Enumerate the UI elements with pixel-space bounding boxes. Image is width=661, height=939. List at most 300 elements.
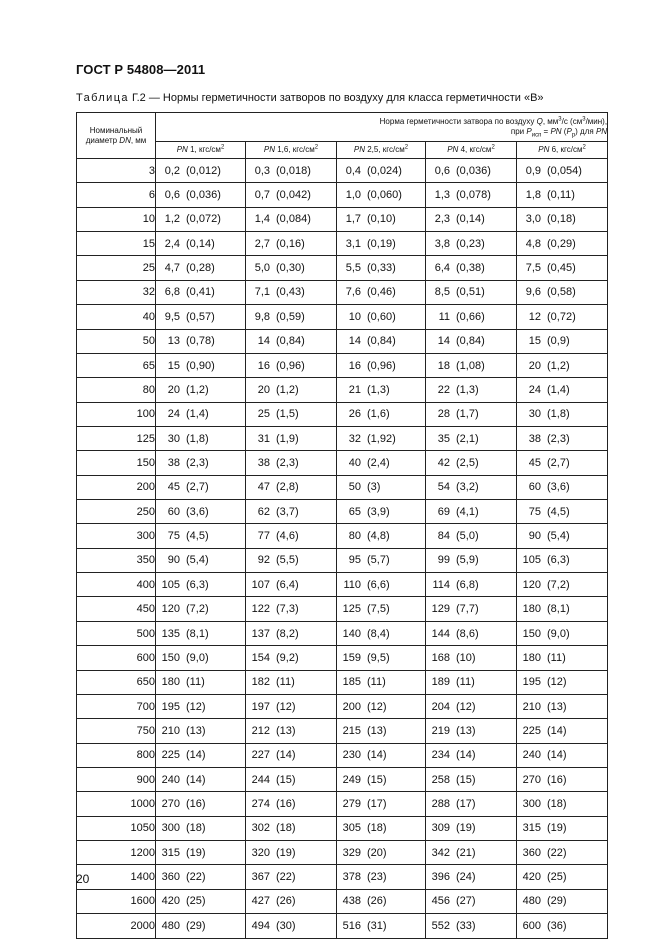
leakage-norm-cell [426, 329, 517, 353]
norm-value-cm3min: (0,036) [456, 164, 491, 177]
norm-value-mm3s: 360 [161, 871, 180, 884]
norm-value-mm3s: 38 [257, 456, 270, 469]
nominal-diameter-cell: 700 [77, 694, 156, 718]
norm-value-mm3s: 1,0 [345, 189, 361, 202]
norm-value-cm3min: (13) [367, 724, 387, 737]
norm-value-mm3s: 180 [522, 603, 541, 616]
norm-value-mm3s: 120 [161, 603, 180, 616]
norm-value-cm3min: (4,8) [367, 530, 390, 543]
norm-value-cm3min: (3,2) [456, 481, 479, 494]
table-row [77, 232, 608, 256]
norm-value-mm3s: 50 [348, 481, 361, 494]
leakage-norm-cell [246, 183, 337, 207]
table-row [77, 548, 608, 572]
table-row [77, 573, 608, 597]
norm-value-cm3min: (15) [367, 773, 387, 786]
leakage-norm-cell [246, 597, 337, 621]
nominal-diameter-cell: 100 [77, 402, 156, 426]
norm-value-mm3s: 212 [251, 724, 270, 737]
leakage-norm-cell [246, 719, 337, 743]
norm-value-cm3min: (16) [276, 798, 296, 811]
leakage-norm-cell [337, 548, 426, 572]
leakage-norm-cell [426, 597, 517, 621]
norm-value-mm3s: 80 [348, 530, 361, 543]
nominal-diameter-cell: 800 [77, 743, 156, 767]
norm-value-mm3s: 105 [522, 554, 541, 567]
norm-value-mm3s: 9,5 [164, 310, 180, 323]
norm-value-cm3min: (20) [367, 846, 387, 859]
norm-value-mm3s: 24 [167, 408, 180, 421]
norm-value-cm3min: (0,14) [186, 237, 215, 250]
norm-value-mm3s: 114 [432, 578, 450, 591]
leakage-norm-cell [337, 889, 426, 913]
leakage-norm-cell [517, 159, 608, 183]
norm-value-mm3s: 11 [438, 310, 450, 323]
norm-value-mm3s: 14 [348, 335, 361, 348]
norm-value-cm3min: (6,3) [186, 578, 209, 591]
norm-value-cm3min: (14) [367, 749, 387, 762]
leakage-norm-cell [426, 256, 517, 280]
leakage-norm-cell [337, 621, 426, 645]
norm-value-cm3min: (3,6) [186, 505, 209, 518]
table-row [77, 402, 608, 426]
norm-value-mm3s: 225 [161, 749, 180, 762]
norm-value-cm3min: (0,96) [276, 359, 305, 372]
norm-value-mm3s: 32 [348, 432, 361, 445]
nominal-diameter-cell: 600 [77, 646, 156, 670]
leakage-norm-cell [517, 621, 608, 645]
leakage-norm-cell [246, 329, 337, 353]
norm-value-cm3min: (16) [186, 798, 206, 811]
norm-value-cm3min: (1,8) [547, 408, 570, 421]
norm-value-mm3s: 47 [257, 481, 270, 494]
table-row [77, 694, 608, 718]
norm-value-mm3s: 309 [431, 822, 450, 835]
leakage-norm-cell [426, 232, 517, 256]
nominal-diameter-cell: 40 [77, 305, 156, 329]
norm-value-mm3s: 0,4 [345, 164, 361, 177]
leakage-norm-cell [246, 743, 337, 767]
norm-value-mm3s: 0,6 [434, 164, 450, 177]
norm-value-mm3s: 480 [161, 919, 180, 932]
norm-value-cm3min: (0,33) [367, 262, 396, 275]
norm-value-cm3min: (1,4) [186, 408, 209, 421]
norm-value-mm3s: 315 [522, 822, 541, 835]
nominal-diameter-cell: 150 [77, 451, 156, 475]
norm-value-mm3s: 12 [528, 310, 541, 323]
norm-value-cm3min: (2,5) [456, 456, 479, 469]
norm-value-mm3s: 99 [437, 554, 450, 567]
norm-value-mm3s: 258 [431, 773, 450, 786]
norm-value-cm3min: (22) [186, 871, 206, 884]
norm-value-cm3min: (11) [186, 676, 205, 689]
norm-value-cm3min: (6,8) [456, 578, 479, 591]
norm-value-cm3min: (1,6) [367, 408, 390, 421]
table-row [77, 305, 608, 329]
norm-value-mm3s: 185 [342, 676, 361, 689]
leakage-norm-cell [337, 207, 426, 231]
norm-value-cm3min: (0,84) [276, 335, 305, 348]
norm-value-cm3min: (2,3) [186, 456, 209, 469]
nominal-diameter-cell: 80 [77, 378, 156, 402]
nominal-diameter-cell: 250 [77, 500, 156, 524]
pn-column-header: PN 1, кгс/$см^2$ [156, 142, 246, 159]
nominal-diameter-cell: 400 [77, 573, 156, 597]
norm-value-cm3min: (7,2) [547, 578, 570, 591]
norm-value-cm3min: (5,9) [456, 554, 479, 567]
norm-value-mm3s: 342 [431, 846, 450, 859]
norm-value-mm3s: 244 [251, 773, 270, 786]
leakage-norm-cell [156, 792, 246, 816]
norm-value-cm3min: (0,45) [547, 262, 576, 275]
table-row [77, 183, 608, 207]
leakage-norm-cell [517, 451, 608, 475]
nominal-diameter-cell: 10 [77, 207, 156, 231]
norm-value-cm3min: (0,084) [276, 213, 311, 226]
norm-value-cm3min: (2,7) [547, 456, 570, 469]
leakage-norm-cell [426, 841, 517, 865]
leakage-norm-cell [156, 597, 246, 621]
norm-value-cm3min: (0,60) [367, 310, 396, 323]
norm-value-mm3s: 305 [342, 822, 361, 835]
norm-value-cm3min: (11) [547, 651, 566, 664]
norm-value-cm3min: (11) [456, 676, 475, 689]
norm-value-cm3min: (3,7) [276, 505, 299, 518]
norm-value-mm3s: 14 [437, 335, 450, 348]
leakage-norm-cell [246, 353, 337, 377]
table-row [77, 743, 608, 767]
norm-value-mm3s: 20 [528, 359, 541, 372]
nominal-diameter-cell: 1050 [77, 816, 156, 840]
norm-value-mm3s: 62 [257, 505, 270, 518]
leakage-norm-cell [426, 475, 517, 499]
nominal-diameter-cell: 3 [77, 159, 156, 183]
norm-value-cm3min: (3,6) [547, 481, 570, 494]
leakage-norm-cell [246, 816, 337, 840]
norm-value-cm3min: (4,6) [276, 530, 299, 543]
table-row [77, 353, 608, 377]
norm-value-cm3min: (0,41) [186, 286, 215, 299]
norm-value-cm3min: (12) [186, 700, 206, 713]
norm-value-cm3min: (6,4) [276, 578, 299, 591]
norm-value-cm3min: (4,5) [186, 530, 209, 543]
norm-value-cm3min: (18) [367, 822, 387, 835]
leakage-norm-cell [156, 353, 246, 377]
leakage-norm-cell [426, 792, 517, 816]
norm-value-cm3min: (30) [276, 919, 296, 932]
norm-value-mm3s: 210 [522, 700, 541, 713]
leakage-norm-cell [517, 305, 608, 329]
norm-value-cm3min: (8,4) [367, 627, 390, 640]
norm-value-mm3s: 197 [251, 700, 270, 713]
leakage-norm-cell [156, 767, 246, 791]
norm-value-cm3min: (0,30) [276, 262, 305, 275]
norm-value-mm3s: 14 [257, 335, 270, 348]
norm-value-cm3min: (33) [456, 919, 476, 932]
norm-value-mm3s: 378 [342, 871, 361, 884]
leakage-norm-cell [426, 305, 517, 329]
leakage-norm-cell [517, 232, 608, 256]
leakage-norm-cell [246, 889, 337, 913]
norm-value-cm3min: (0,51) [456, 286, 485, 299]
norm-value-cm3min: (5,4) [547, 530, 570, 543]
norm-value-mm3s: 150 [522, 627, 541, 640]
leakage-norm-cell [426, 573, 517, 597]
norm-value-cm3min: (12) [367, 700, 387, 713]
table-caption [76, 92, 544, 104]
leakage-norm-cell [156, 280, 246, 304]
tightness-norm-header: Норма герметичности затвора по воздуху Q, $мм^3/с$ $(см^3/мин)$, при $P_{исп}$ = PN $(P_р)$ для PN [156, 113, 608, 142]
norm-value-mm3s: 140 [342, 627, 361, 640]
norm-value-mm3s: 200 [342, 700, 361, 713]
norm-value-cm3min: (0,38) [456, 262, 485, 275]
norm-value-mm3s: 13 [167, 335, 180, 348]
norm-value-mm3s: 45 [528, 456, 541, 469]
norm-value-mm3s: 107 [251, 578, 270, 591]
norm-value-mm3s: 182 [251, 676, 270, 689]
norm-value-cm3min: (19) [186, 846, 206, 859]
leakage-norm-cell [337, 451, 426, 475]
norm-value-mm3s: 3,8 [434, 237, 450, 250]
leakage-norm-cell [517, 500, 608, 524]
norm-value-cm3min: (1,9) [276, 432, 299, 445]
leakage-norm-cell [517, 524, 608, 548]
norm-value-mm3s: 129 [431, 603, 450, 616]
norm-value-cm3min: (2,7) [186, 481, 209, 494]
norm-value-cm3min: (6,3) [547, 554, 570, 567]
norm-value-cm3min: (12) [456, 700, 476, 713]
norm-value-cm3min: (1,2) [547, 359, 570, 372]
norm-value-mm3s: 195 [161, 700, 180, 713]
norm-value-mm3s: 69 [437, 505, 450, 518]
norm-value-mm3s: 4,7 [164, 262, 180, 275]
leakage-norm-cell [426, 816, 517, 840]
norm-value-mm3s: 288 [431, 798, 450, 811]
leakage-norm-cell [426, 159, 517, 183]
leakage-norm-cell [156, 402, 246, 426]
norm-value-cm3min: (1,2) [186, 383, 209, 396]
leakage-norm-cell [156, 841, 246, 865]
norm-value-cm3min: (0,18) [547, 213, 576, 226]
leakage-norm-cell [156, 305, 246, 329]
table-row [77, 426, 608, 450]
norm-value-cm3min: (0,9) [547, 335, 570, 348]
leakage-norm-cell [426, 524, 517, 548]
norm-value-cm3min: (29) [186, 919, 206, 932]
norm-value-mm3s: 15 [528, 335, 541, 348]
norm-value-cm3min: (0,57) [186, 310, 215, 323]
norm-value-mm3s: 25 [257, 408, 270, 421]
leakage-norm-cell [337, 500, 426, 524]
leakage-norm-cell [337, 280, 426, 304]
norm-value-mm3s: 180 [522, 651, 541, 664]
norm-value-mm3s: 300 [161, 822, 180, 835]
norm-value-cm3min: (13) [186, 724, 206, 737]
table-body [77, 159, 608, 939]
norm-value-cm3min: (5,5) [276, 554, 299, 567]
norm-value-mm3s: 204 [431, 700, 450, 713]
leakage-norm-cell [517, 914, 608, 938]
pn-column-header: PN 6, кгс/$см^2$ [517, 142, 608, 159]
norm-value-cm3min: (2,3) [276, 456, 299, 469]
table-row [77, 475, 608, 499]
norm-value-mm3s: 75 [528, 505, 541, 518]
norm-value-mm3s: 234 [431, 749, 450, 762]
norm-value-cm3min: (0,84) [456, 335, 485, 348]
norm-value-cm3min: (14) [547, 724, 567, 737]
norm-value-mm3s: 279 [342, 798, 361, 811]
nominal-diameter-cell: 32 [77, 280, 156, 304]
norm-value-cm3min: (0,59) [276, 310, 305, 323]
table-row [77, 159, 608, 183]
norm-value-cm3min: (1,7) [456, 408, 479, 421]
leakage-norm-cell [246, 646, 337, 670]
leakage-norm-cell [517, 767, 608, 791]
leakage-norm-cell [246, 524, 337, 548]
norm-value-mm3s: 552 [431, 919, 450, 932]
leakage-norm-cell [517, 256, 608, 280]
norm-value-cm3min: (2,3) [547, 432, 570, 445]
norm-value-mm3s: 35 [437, 432, 450, 445]
nominal-diameter-header: Номинальный диаметр DN, мм [77, 113, 156, 159]
norm-value-cm3min: (9,2) [276, 651, 299, 664]
norm-value-cm3min: (4,1) [456, 505, 479, 518]
nominal-diameter-cell: 50 [77, 329, 156, 353]
leakage-norm-cell [517, 402, 608, 426]
nominal-diameter-cell: 125 [77, 426, 156, 450]
leakage-norm-cell [156, 719, 246, 743]
leakage-norm-cell [156, 816, 246, 840]
table-row [77, 889, 608, 913]
nominal-diameter-cell: 1600 [77, 889, 156, 913]
norm-value-mm3s: 480 [522, 895, 541, 908]
norm-value-mm3s: 1,3 [434, 189, 450, 202]
norm-value-mm3s: 144 [431, 627, 450, 640]
norm-value-mm3s: 315 [161, 846, 180, 859]
leakage-norm-cell [517, 548, 608, 572]
leakage-norm-cell [517, 207, 608, 231]
leakage-norm-cell [246, 305, 337, 329]
norm-value-mm3s: 20 [257, 383, 270, 396]
norm-value-mm3s: 21 [348, 383, 361, 396]
leakage-norm-cell [156, 914, 246, 938]
norm-value-mm3s: 215 [342, 724, 361, 737]
norm-value-cm3min: (13) [456, 724, 476, 737]
norm-value-mm3s: 54 [437, 481, 450, 494]
leakage-norm-cell [156, 378, 246, 402]
leakage-norm-cell [517, 743, 608, 767]
norm-value-mm3s: 456 [431, 895, 450, 908]
norm-value-cm3min: (0,012) [186, 164, 221, 177]
nominal-diameter-cell: 15 [77, 232, 156, 256]
leakage-norm-cell [517, 646, 608, 670]
norm-value-mm3s: 38 [528, 432, 541, 445]
norm-value-cm3min: (0,19) [367, 237, 396, 250]
norm-value-cm3min: (18) [547, 798, 567, 811]
table-row [77, 865, 608, 889]
norm-value-mm3s: 95 [348, 554, 361, 567]
norm-value-cm3min: (18) [276, 822, 296, 835]
leakage-norm-cell [246, 670, 337, 694]
norm-value-mm3s: 42 [437, 456, 450, 469]
norm-value-cm3min: (0,054) [547, 164, 582, 177]
leakage-norm-cell [426, 548, 517, 572]
table-row [77, 767, 608, 791]
norm-value-cm3min: (1,2) [276, 383, 299, 396]
leakage-norm-cell [426, 694, 517, 718]
norm-value-mm3s: 84 [437, 530, 450, 543]
norm-value-cm3min: (19) [276, 846, 296, 859]
leakage-norm-cell [156, 256, 246, 280]
leakage-norm-cell [246, 426, 337, 450]
nominal-diameter-cell: 300 [77, 524, 156, 548]
norm-value-mm3s: 75 [167, 530, 180, 543]
norm-value-mm3s: 227 [251, 749, 270, 762]
norm-value-cm3min: (8,2) [276, 627, 299, 640]
norm-value-mm3s: 4,8 [525, 237, 541, 250]
leakage-norm-cell [246, 621, 337, 645]
norm-value-cm3min: (0,14) [456, 213, 485, 226]
table-row [77, 207, 608, 231]
norm-value-mm3s: 195 [522, 676, 541, 689]
norm-value-mm3s: 60 [528, 481, 541, 494]
norm-value-mm3s: 16 [348, 359, 361, 372]
norm-value-mm3s: 516 [342, 919, 361, 932]
norm-value-cm3min: (26) [276, 895, 296, 908]
norm-value-mm3s: 20 [167, 383, 180, 396]
norm-value-cm3min: (16) [547, 773, 567, 786]
norm-value-mm3s: 396 [431, 871, 450, 884]
leakage-norm-cell [426, 402, 517, 426]
norm-value-cm3min: (0,11) [547, 189, 575, 202]
norm-value-cm3min: (24) [456, 871, 476, 884]
norm-value-cm3min: (25) [547, 871, 567, 884]
norm-value-mm3s: 45 [167, 481, 180, 494]
leakage-norm-cell [246, 767, 337, 791]
table-row [77, 646, 608, 670]
norm-value-mm3s: 9,8 [254, 310, 270, 323]
leakage-norm-cell [517, 865, 608, 889]
leakage-norm-cell [517, 280, 608, 304]
norm-value-cm3min: (7,2) [186, 603, 209, 616]
table-row [77, 816, 608, 840]
leakage-norm-cell [156, 865, 246, 889]
norm-value-cm3min: (12) [547, 676, 567, 689]
norm-value-cm3min: (1,3) [456, 383, 479, 396]
norm-value-cm3min: (3,9) [367, 505, 390, 518]
norm-value-cm3min: (14) [547, 749, 567, 762]
nominal-diameter-cell: 1000 [77, 792, 156, 816]
norm-value-cm3min: (29) [547, 895, 567, 908]
norm-value-mm3s: 154 [251, 651, 270, 664]
leakage-norm-cell [156, 889, 246, 913]
norm-value-mm3s: 122 [251, 603, 270, 616]
norm-value-cm3min: (14) [186, 773, 206, 786]
leakage-norm-cell [517, 426, 608, 450]
leakage-norm-cell [246, 451, 337, 475]
nominal-diameter-cell: 350 [77, 548, 156, 572]
norm-value-cm3min: (9,0) [547, 627, 570, 640]
norm-value-mm3s: 26 [348, 408, 361, 421]
leakage-norm-cell [517, 183, 608, 207]
norm-value-mm3s: 5,5 [345, 262, 361, 275]
norm-value-cm3min: (8,1) [547, 603, 570, 616]
norm-value-cm3min: (5,7) [367, 554, 390, 567]
norm-value-mm3s: 30 [167, 432, 180, 445]
leakage-norm-cell [337, 914, 426, 938]
norm-value-cm3min: (0,96) [367, 359, 396, 372]
norm-value-mm3s: 367 [251, 871, 270, 884]
